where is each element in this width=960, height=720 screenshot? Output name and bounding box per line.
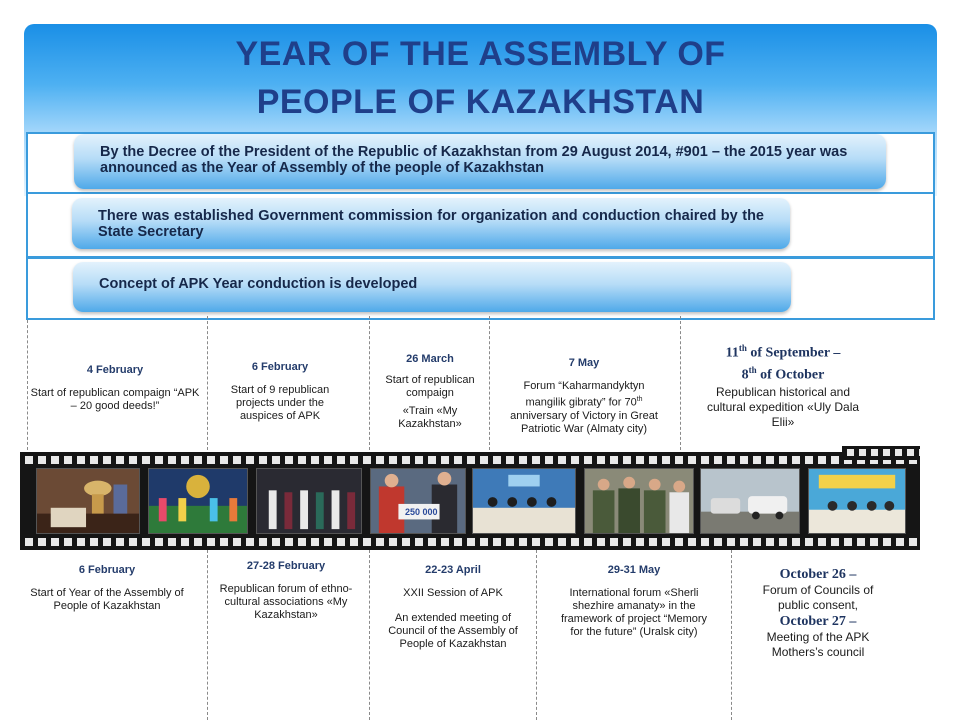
event-text-2: An extended meeting of Council of the Assembly of People of Kazakhstan xyxy=(388,612,518,650)
event-22-23-april xyxy=(386,564,520,651)
film-perforation-bottom xyxy=(20,538,920,546)
event-date: 6 February xyxy=(78,564,136,576)
date-day-2: 8 xyxy=(741,367,749,383)
film-strip-fragment xyxy=(842,446,920,460)
event-text-a: Forum “Kaharmandyktyn mangilik gibraty” for 70 xyxy=(523,380,645,409)
event-4-february xyxy=(30,364,200,413)
award-trophy-photo xyxy=(36,468,140,534)
event-text: Start of Year of the Assembly of People of Kazakhstan xyxy=(30,587,184,612)
event-text-1: Forum of Councils of public consent, xyxy=(762,583,874,612)
event-text-sup: th xyxy=(636,396,643,403)
event-date: 26 March xyxy=(406,353,454,365)
event-29-31-may xyxy=(554,564,714,639)
event-text: Republican historical and cultural expedition «Uly Dala Elii» xyxy=(706,385,860,430)
event-october xyxy=(748,566,888,660)
event-date: 29-31 May xyxy=(607,564,661,576)
choir-performers-photo xyxy=(256,468,362,534)
date-sup-1: th xyxy=(738,343,747,353)
event-date-range xyxy=(698,340,868,383)
event-27-28-february xyxy=(214,560,358,622)
car-expedition-photo xyxy=(700,468,800,534)
title-line-1: YEAR OF THE ASSEMBLY OF xyxy=(235,35,726,73)
session-presidium-photo xyxy=(472,468,576,534)
film-perforation-top xyxy=(20,456,920,464)
event-date-2: October 27 – xyxy=(779,614,857,629)
event-text: International forum «Sherli shezhire amanaty» in the framework of project “Memory for the future” (Uralsk city) xyxy=(560,587,708,638)
event-6-february-projects xyxy=(216,361,344,423)
title-line-2: PEOPLE OF KAZAKHSTAN xyxy=(256,83,705,121)
connector-line xyxy=(489,316,490,450)
photo-film-strip xyxy=(20,452,920,550)
event-text-b: anniversary of Victory in Great Patriotic War (Almaty city) xyxy=(510,409,658,435)
event-text xyxy=(502,380,666,436)
connector-line xyxy=(207,550,208,720)
date-rest-2: of October xyxy=(756,367,825,383)
certificate-caption: 250 000 xyxy=(405,507,438,517)
event-text-2: «Train «My Kazakhstan» xyxy=(398,405,462,430)
connector-line xyxy=(207,316,208,450)
event-text: XXII Session of APK xyxy=(403,587,503,599)
event-26-march xyxy=(374,353,486,431)
connector-line xyxy=(680,316,681,450)
event-7-may xyxy=(502,357,666,436)
page-title xyxy=(24,30,937,126)
decree-box: By the Decree of the President of the Republic of Kazakhstan from 29 August 2014, #901 – the 2015 year was announced as the Year of Assembly of the people of Kazakhstan xyxy=(74,134,886,189)
event-date-1: October 26 – xyxy=(779,567,857,582)
event-text: Start of republican compaign “APK – 20 good deeds!” xyxy=(30,387,200,412)
event-6-february-start xyxy=(22,564,192,613)
connector-line xyxy=(369,550,370,720)
event-text: Republican forum of ethno-cultural associations «My Kazakhstan» xyxy=(219,583,353,621)
event-expedition xyxy=(698,340,868,430)
event-date: 7 May xyxy=(568,357,600,369)
event-text: Start of 9 republican projects under the auspices of APK xyxy=(230,384,330,422)
event-date: 22-23 April xyxy=(425,564,481,576)
date-rest-1: of September – xyxy=(746,345,841,361)
event-date: 4 February xyxy=(86,364,144,376)
veterans-forum-photo xyxy=(584,468,694,534)
concept-box: Concept of APK Year conduction is developed xyxy=(73,262,791,312)
event-text: Start of republican compaign xyxy=(385,374,475,399)
connector-line xyxy=(27,320,28,450)
stage-performance-photo xyxy=(148,468,248,534)
date-sup-2: th xyxy=(748,364,757,375)
event-date: 27-28 February xyxy=(246,560,326,572)
date-day-1: 11 xyxy=(725,345,739,361)
connector-line xyxy=(536,550,537,720)
event-date: 6 February xyxy=(251,361,309,373)
connector-line xyxy=(369,316,370,450)
certificate-presentation-photo xyxy=(370,468,466,534)
connector-line xyxy=(731,550,732,720)
commission-box: There was established Government commission for organization and conduction chaired by the State Secretary xyxy=(72,198,790,249)
event-text-2: Meeting of the APK Mothers’s council xyxy=(766,630,870,659)
mothers-council-photo xyxy=(808,468,906,534)
